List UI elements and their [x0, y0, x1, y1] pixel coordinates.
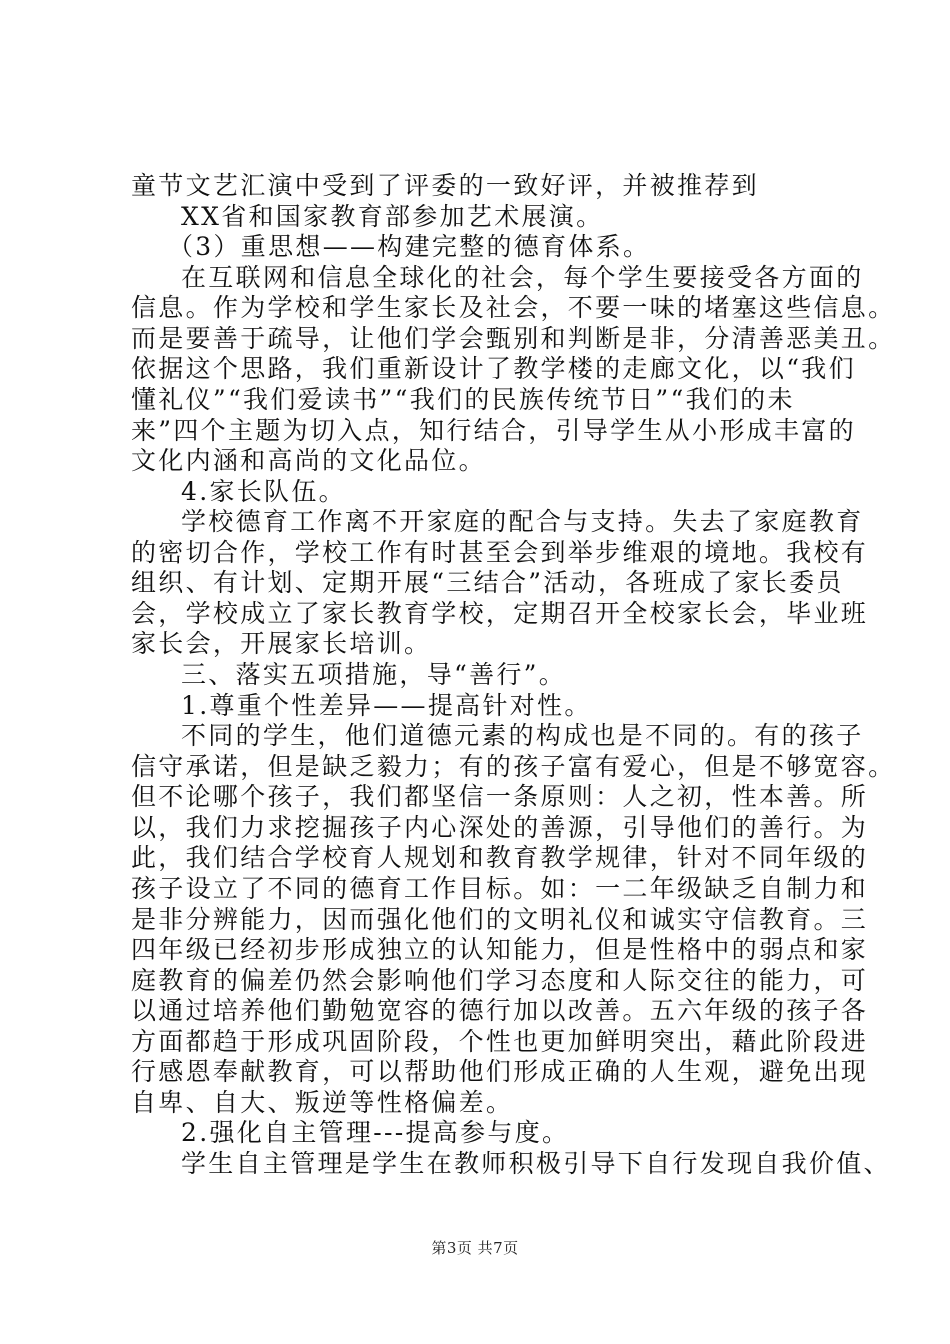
text-line: 依据这个思路，我们重新设计了教学楼的走廊文化，以“我们	[131, 354, 856, 383]
text-line: 方面都趋于形成巩固阶段，个性也更加鲜明突出，藉此阶段进	[131, 1027, 869, 1056]
text-line: 信守承诺，但是缺乏毅力；有的孩子富有爱心，但是不够宽容。	[131, 752, 896, 781]
text-line: 学校德育工作离不开家庭的配合与支持。失去了家庭教育	[181, 507, 864, 536]
section-heading: 4.家长队伍。	[181, 477, 346, 506]
section-heading: 三、落实五项措施，导“善行”。	[181, 660, 567, 689]
page-footer: 第3页 共7页	[431, 1239, 519, 1257]
text-line: 童节文艺汇演中受到了评委的一致好评，并被推荐到	[131, 171, 759, 200]
text-line: 以，我们力求挖掘孩子内心深处的善源，引导他们的善行。为	[131, 813, 869, 842]
subsection-heading: （3）重思想——构建完整的德育体系。	[168, 232, 651, 261]
text-line: 家长会，开展家长培训。	[131, 629, 432, 658]
text-line: 在互联网和信息全球化的社会，每个学生要接受各方面的	[181, 263, 864, 292]
text-line: 以通过培养他们勤勉宽容的德行加以改善。五六年级的孩子各	[131, 996, 869, 1025]
text-line: 组织、有计划、定期开展“三结合”活动，各班成了家长委员	[131, 568, 844, 597]
text-line: 来”四个主题为切入点，知行结合，引导学生从小形成丰富的	[131, 416, 856, 445]
text-line: 懂礼仪”“我们爱读书”“我们的民族传统节日”“我们的未	[131, 385, 795, 414]
text-line: 自卑、自大、叛逆等性格偏差。	[131, 1088, 514, 1117]
text-line: 此，我们结合学校育人规划和教育教学规律，针对不同年级的	[131, 843, 869, 872]
text-line: 不同的学生，他们道德元素的构成也是不同的。有的孩子	[181, 721, 864, 750]
text-line: XX省和国家教育部参加艺术展演。	[181, 202, 604, 231]
text-line: 的密切合作，学校工作有时甚至会到举步维艰的境地。我校有	[131, 538, 869, 567]
text-line: 但不论哪个孩子，我们都坚信一条原则：人之初，性本善。所	[131, 782, 869, 811]
text-line: 四年级已经初步形成独立的认知能力，但是性格中的弱点和家	[131, 935, 869, 964]
section-heading: 1.尊重个性差异——提高针对性。	[181, 691, 592, 720]
section-heading: 2.强化自主管理---提高参与度。	[181, 1118, 570, 1147]
text-line: 文化内涵和高尚的文化品位。	[131, 446, 486, 475]
text-line: 学生自主管理是学生在教师积极引导下自行发现自我价值、	[181, 1149, 891, 1178]
text-line: 而是要善于疏导，让他们学会甄别和判断是非，分清善恶美丑。	[131, 324, 896, 353]
text-line: 行感恩奉献教育，可以帮助他们形成正确的人生观，避免出现	[131, 1057, 869, 1086]
text-line: 信息。作为学校和学生家长及社会，不要一味的堵塞这些信息。	[131, 293, 896, 322]
text-line: 孩子设立了不同的德育工作目标。如：一二年级缺乏自制力和	[131, 874, 869, 903]
text-line: 是非分辨能力，因而强化他们的文明礼仪和诚实守信教育。三	[131, 905, 869, 934]
text-line: 会，学校成立了家长教育学校，定期召开全校家长会，毕业班	[131, 599, 869, 628]
text-line: 庭教育的偏差仍然会影响他们学习态度和人际交往的能力，可	[131, 966, 869, 995]
